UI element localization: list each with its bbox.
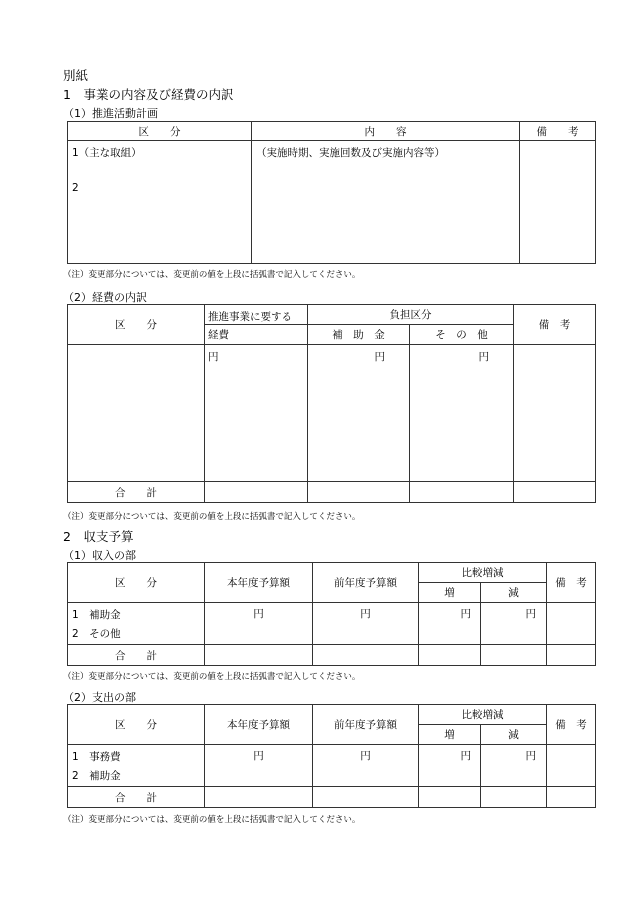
total-label: 合 計 [68, 645, 205, 666]
section1-heading: （1）推進活動計画 [63, 107, 158, 120]
biko-cell[interactable] [514, 345, 596, 482]
col-cost-line1: 推進事業に要する [205, 305, 308, 325]
unit-label: 円 [360, 608, 371, 620]
biko-cell[interactable] [547, 745, 596, 787]
naiyo-cell[interactable] [252, 141, 520, 264]
col-naiyo: 内 容 [252, 122, 520, 141]
col-prev-year: 前年度予算額 [313, 705, 419, 745]
income-table [67, 562, 596, 666]
unit-label: 円 [360, 750, 371, 762]
col-hojo: 補 助 金 [308, 325, 410, 345]
biko-cell[interactable] [520, 141, 596, 264]
col-inc: 増 [419, 583, 481, 603]
section2-heading: （2）経費の内訳 [63, 291, 147, 304]
expense-breakdown-table [67, 304, 596, 503]
col-kubun: 区 分 [68, 305, 205, 345]
item-1: 1（主な取組） [72, 147, 142, 159]
col-compare: 比較増減 [419, 705, 547, 725]
col-biko: 備 考 [520, 122, 596, 141]
expense-row-1: 1 事務費 [72, 751, 121, 763]
sonota-cell[interactable] [410, 345, 514, 482]
attachment-label: 別紙 [63, 68, 89, 83]
biko-cell[interactable] [547, 603, 596, 645]
note-4: （注）変更部分については、変更前の値を上段に括弧書で記入してください。 [63, 815, 361, 825]
col-prev-year: 前年度予算額 [313, 563, 419, 603]
total-this-year[interactable] [205, 787, 313, 808]
col-dec: 減 [481, 725, 547, 745]
col-dec: 減 [481, 583, 547, 603]
section-title-1: 1 事業の内容及び経費の内訳 [63, 87, 234, 102]
total-prev-year[interactable] [313, 787, 419, 808]
col-biko: 備 考 [547, 563, 596, 603]
unit-label: 円 [460, 750, 471, 762]
dec-cell[interactable] [481, 745, 547, 787]
col-kubun: 区 分 [68, 122, 252, 141]
total-prev-year[interactable] [313, 645, 419, 666]
col-this-year: 本年度予算額 [205, 563, 313, 603]
prev-year-cell[interactable] [313, 603, 419, 645]
kubun-cell[interactable] [68, 141, 252, 264]
total-biko[interactable] [547, 787, 596, 808]
total-label: 合 計 [68, 482, 205, 503]
income-row-2: 2 その他 [72, 628, 121, 640]
unit-label: 円 [253, 750, 264, 762]
inc-cell[interactable] [419, 745, 481, 787]
total-cost[interactable] [205, 482, 308, 503]
expense-table [67, 704, 596, 808]
expense-heading: （2）支出の部 [63, 691, 136, 704]
income-row-1: 1 補助金 [72, 609, 121, 621]
total-biko[interactable] [547, 645, 596, 666]
total-biko[interactable] [514, 482, 596, 503]
inc-cell[interactable] [419, 603, 481, 645]
col-cost-line2: 経費 [205, 325, 308, 345]
unit-label: 円 [460, 608, 471, 620]
note-3: （注）変更部分については、変更前の値を上段に括弧書で記入してください。 [63, 672, 361, 682]
col-sonota: そ の 他 [410, 325, 514, 345]
dec-cell[interactable] [481, 603, 547, 645]
col-futan: 負担区分 [308, 305, 514, 325]
unit-label: 円 [525, 750, 536, 762]
col-biko: 備 考 [514, 305, 596, 345]
total-sonota[interactable] [410, 482, 514, 503]
col-kubun: 区 分 [68, 705, 205, 745]
expense-row-2: 2 補助金 [72, 770, 121, 782]
section-title-2: 2 収支予算 [63, 529, 134, 544]
col-inc: 増 [419, 725, 481, 745]
unit-label: 円 [478, 351, 489, 363]
kubun-cell[interactable] [68, 345, 205, 482]
this-year-cell[interactable] [205, 603, 313, 645]
unit-label: 円 [208, 351, 219, 363]
hojo-cell[interactable] [308, 345, 410, 482]
col-this-year: 本年度予算額 [205, 705, 313, 745]
this-year-cell[interactable] [205, 745, 313, 787]
note-1: （注）変更部分については、変更前の値を上段に括弧書で記入してください。 [63, 270, 361, 280]
prev-year-cell[interactable] [313, 745, 419, 787]
total-hojo[interactable] [308, 482, 410, 503]
naiyo-hint: （実施時期、実施回数及び実施内容等） [256, 147, 445, 159]
rows-cell [68, 745, 205, 787]
total-dec[interactable] [481, 645, 547, 666]
unit-label: 円 [525, 608, 536, 620]
cost-cell[interactable] [205, 345, 308, 482]
total-dec[interactable] [481, 787, 547, 808]
total-label: 合 計 [68, 787, 205, 808]
note-2: （注）変更部分については、変更前の値を上段に括弧書で記入してください。 [63, 512, 361, 522]
unit-label: 円 [253, 608, 264, 620]
total-inc[interactable] [419, 787, 481, 808]
col-kubun: 区 分 [68, 563, 205, 603]
item-2: 2 [72, 182, 79, 194]
activity-plan-table [67, 121, 596, 264]
col-biko: 備 考 [547, 705, 596, 745]
rows-cell [68, 603, 205, 645]
total-inc[interactable] [419, 645, 481, 666]
total-this-year[interactable] [205, 645, 313, 666]
income-heading: （1）収入の部 [63, 549, 136, 562]
col-compare: 比較増減 [419, 563, 547, 583]
unit-label: 円 [374, 351, 385, 363]
